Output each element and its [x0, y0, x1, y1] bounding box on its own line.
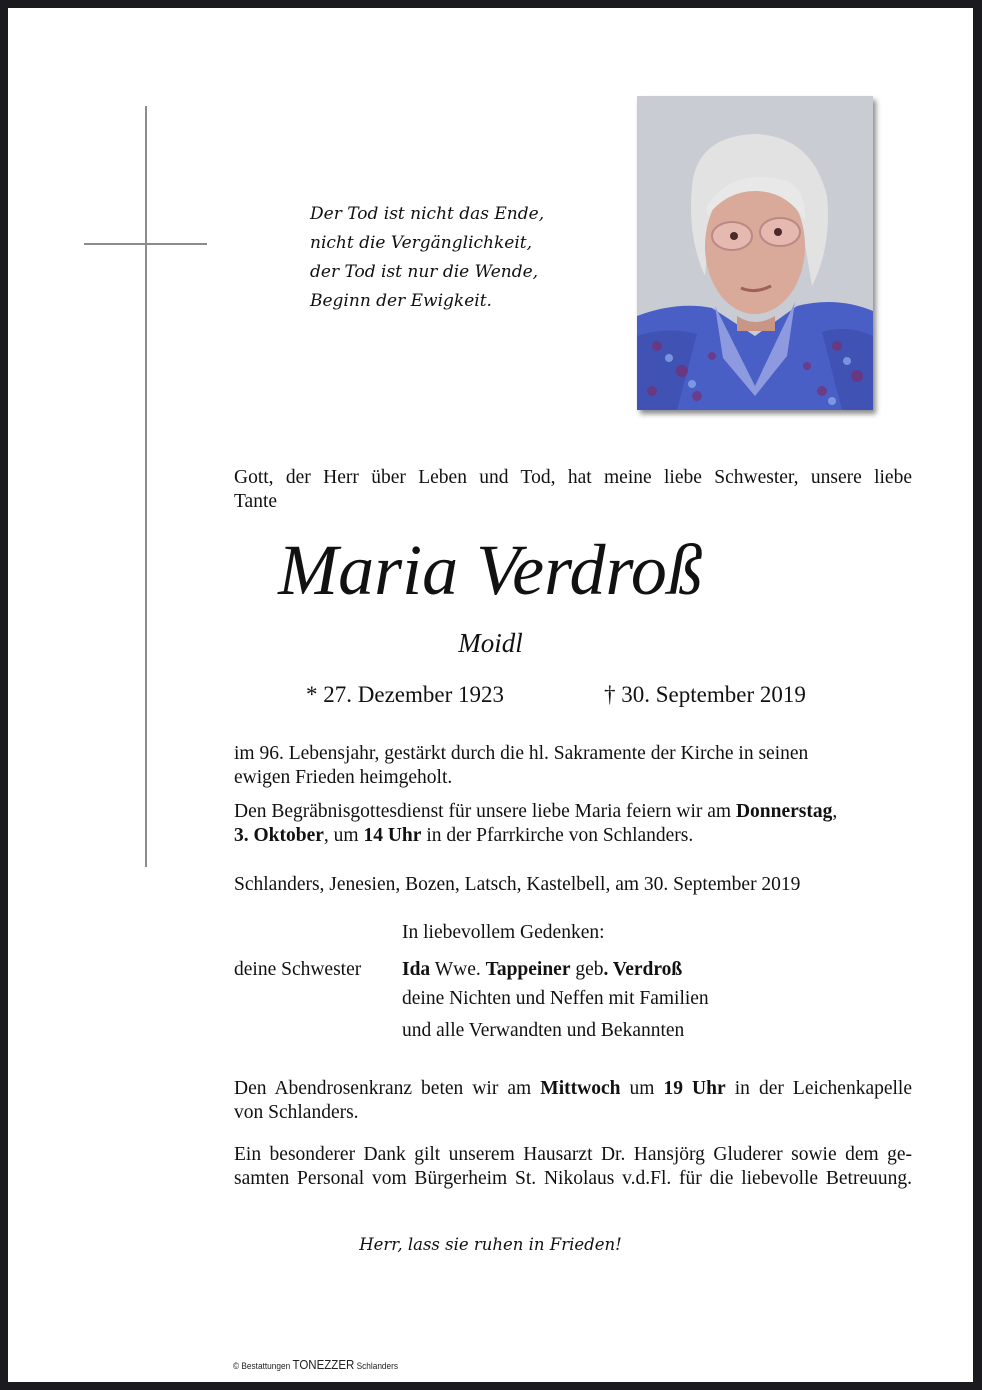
cross-icon-horizontal: [84, 243, 207, 245]
rosary-text: um: [620, 1078, 664, 1099]
thanks-line-2: samten Personal vom Bürgerheim St. Nikolaus v.d.Fl. für die liebevolle Betreuung.: [234, 1168, 912, 1189]
closing-prayer: Herr, lass sie ruhen in Frieden!: [359, 1235, 622, 1254]
sister-text: Wwe.: [430, 959, 486, 980]
birth-date: * 27. Dezember 1923: [306, 682, 504, 707]
thanks-paragraph: [234, 1143, 912, 1191]
funeral-text: ,: [832, 801, 838, 822]
relatives: und alle Verwandten und Bekannten: [402, 1020, 685, 1041]
footer-brand: TONEZZER: [292, 1358, 355, 1372]
thanks-line-1: Ein besonderer Dank gilt unserem Hausarzt Dr. Hansjörg Gluderer sowie dem ge-: [234, 1144, 912, 1165]
funeral-text: Den Begräbnisgottesdienst für unsere liebe Maria feiern wir am: [234, 801, 736, 822]
funeral-text: in der Pfarrkirche von Schlanders.: [421, 825, 694, 846]
funeral-line-2: [234, 824, 912, 848]
funeral-paragraph: [234, 800, 912, 848]
funeral-time: 14 Uhr: [363, 825, 422, 846]
footer-copyright: © Bestattungen: [233, 1361, 291, 1371]
intro-line-1: Gott, der Herr über Leben und Tod, hat meine liebe Schwester, unsere liebe: [234, 467, 912, 488]
rosary-line-2: von Schlanders.: [234, 1102, 359, 1123]
nieces-nephews: deine Nichten und Neffen mit Familien: [402, 988, 709, 1009]
age-line-2: ewigen Frieden heimgeholt.: [234, 767, 453, 788]
poem-line: Beginn der Ewigkeit.: [310, 291, 492, 311]
rosary-paragraph: [234, 1077, 912, 1125]
poem-line: nicht die Vergänglichkeit,: [310, 233, 533, 253]
mourners-heading: In liebevollem Gedenken:: [402, 922, 605, 943]
death-date: † 30. September 2019: [604, 682, 806, 707]
rosary-day: Mittwoch: [540, 1078, 621, 1099]
rosary-text: Den Abendrosenkranz beten wir am: [234, 1078, 541, 1099]
sister-maiden-name: . Verdroß: [603, 959, 683, 980]
rosary-text: in der Leichenkapelle: [725, 1078, 913, 1099]
sister-married-name: Tappeiner: [485, 959, 571, 980]
cross-icon-vertical: [145, 106, 147, 867]
portrait-icon: [637, 96, 873, 410]
places-date: Schlanders, Jenesien, Bozen, Latsch, Kastelbell, am 30. September 2019: [234, 874, 801, 895]
rosary-line-1: [234, 1077, 912, 1101]
rosary-time: 19 Uhr: [663, 1078, 726, 1099]
funeral-day: Donnerstag: [735, 801, 833, 822]
sister-name: [402, 958, 682, 982]
age-line-1: im 96. Lebensjahr, gestärkt durch die hl. Sakramente der Kirche in seinen: [234, 743, 809, 764]
deceased-nickname: Moidl: [458, 628, 523, 658]
deceased-name: Maria Verdroß: [278, 530, 703, 610]
footer-town: Schlanders: [356, 1361, 399, 1371]
portrait-photo: [637, 96, 873, 410]
intro-text: [234, 466, 912, 514]
poem-line: der Tod ist nur die Wende,: [310, 262, 539, 282]
intro-line-2: Tante: [234, 491, 278, 512]
sister-first-name: Ida: [402, 959, 431, 980]
funeral-text: , um: [323, 825, 364, 846]
poem-line: Der Tod ist nicht das Ende,: [310, 204, 545, 224]
funeral-line-1: [234, 800, 912, 824]
footer-credit: [233, 1358, 398, 1372]
sister-text: geb: [570, 959, 604, 980]
obituary-page: [8, 8, 973, 1382]
funeral-date: 3. Oktober: [234, 825, 324, 846]
age-paragraph: [234, 742, 912, 790]
poem: [310, 200, 544, 316]
sister-label: deine Schwester: [234, 959, 362, 980]
